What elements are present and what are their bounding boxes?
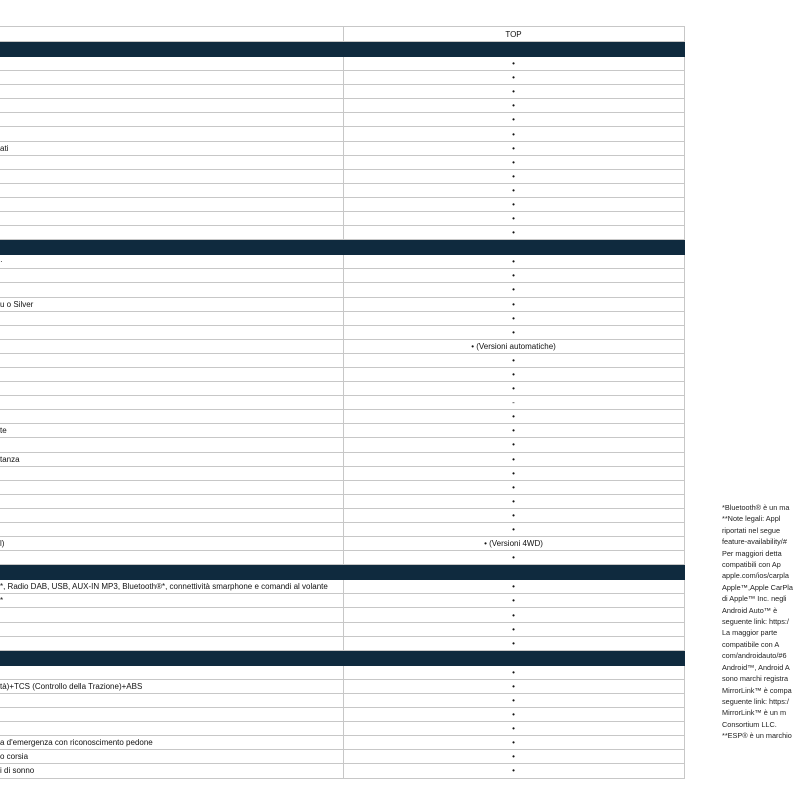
table-row	[0, 636, 684, 650]
section-header-cell	[343, 650, 684, 665]
table-row	[0, 113, 684, 127]
feature-cell	[0, 608, 343, 622]
table-row	[0, 750, 684, 764]
section-header-cell	[343, 565, 684, 580]
top-value-cell: •	[343, 382, 684, 396]
table-row	[0, 622, 684, 636]
top-value-cell: •	[343, 693, 684, 707]
table-row	[0, 197, 684, 211]
section-header-cell	[0, 240, 343, 255]
feature-cell: ·	[0, 255, 343, 269]
table-row	[0, 396, 684, 410]
top-value-cell: •	[343, 452, 684, 466]
note-line: Android™, Android A	[722, 662, 790, 672]
feature-cell	[0, 708, 343, 722]
feature-cell	[0, 57, 343, 71]
table-row	[0, 226, 684, 240]
feature-cell: tà)+TCS (Controllo della Trazione)+ABS	[0, 679, 343, 693]
table-row	[0, 141, 684, 155]
top-value-cell: •	[343, 424, 684, 438]
legal-notes	[722, 502, 800, 742]
section-header-cell	[0, 42, 343, 57]
table-row	[0, 183, 684, 197]
top-value-cell: •	[343, 311, 684, 325]
table-row	[0, 424, 684, 438]
table-row	[0, 269, 684, 283]
note-line: di Apple™ Inc. negli	[722, 594, 787, 604]
feature-cell	[0, 508, 343, 522]
feature-cell	[0, 636, 343, 650]
feature-cell	[0, 71, 343, 85]
top-value-cell: •	[343, 155, 684, 169]
note-line: *Bluetooth® è un ma	[722, 503, 790, 512]
feature-cell	[0, 99, 343, 113]
top-value-cell: •	[343, 608, 684, 622]
top-value-cell: •	[343, 85, 684, 99]
note-line: Apple™,Apple CarPla	[722, 582, 793, 592]
section-header-row	[0, 42, 684, 57]
section-header-cell	[0, 565, 343, 580]
top-value-cell: •	[343, 255, 684, 269]
top-value-cell: •	[343, 466, 684, 480]
table-row	[0, 85, 684, 99]
section-header-row	[0, 565, 684, 580]
table-row	[0, 608, 684, 622]
table-row	[0, 665, 684, 679]
feature-cell	[0, 367, 343, 381]
feature-cell	[0, 283, 343, 297]
top-value-cell: •	[343, 71, 684, 85]
note-line: La maggior parte	[722, 628, 778, 638]
note-line: compatibile con A	[722, 639, 780, 649]
table-row	[0, 537, 684, 551]
feature-cell: te	[0, 424, 343, 438]
table-row	[0, 57, 684, 71]
note-line: seguente link: https:/	[722, 696, 789, 706]
feature-cell	[0, 127, 343, 141]
top-value-cell: •	[343, 551, 684, 565]
table-row	[0, 283, 684, 297]
top-value-cell: •	[343, 226, 684, 240]
table-row	[0, 325, 684, 339]
table-row	[0, 508, 684, 522]
table-row	[0, 255, 684, 269]
feature-cell: o corsia	[0, 750, 343, 764]
top-value-cell: •	[343, 367, 684, 381]
header-feature-cell	[0, 27, 343, 42]
top-value-cell: •	[343, 141, 684, 155]
table-row	[0, 169, 684, 183]
note-line: sono marchi registra	[722, 674, 789, 684]
feature-cell	[0, 325, 343, 339]
feature-cell	[0, 523, 343, 537]
table-row	[0, 466, 684, 480]
section-header-cell	[0, 650, 343, 665]
note-line: riportati nel segue	[722, 525, 781, 535]
note-line: MirrorLink™ è compa	[722, 685, 792, 695]
table-row	[0, 382, 684, 396]
feature-cell	[0, 438, 343, 452]
section-header-row	[0, 650, 684, 665]
top-value-cell: •	[343, 480, 684, 494]
note-line: seguente link: https:/	[722, 617, 789, 627]
table-row	[0, 410, 684, 424]
feature-cell	[0, 183, 343, 197]
top-value-cell: •	[343, 622, 684, 636]
header-row	[0, 27, 684, 42]
top-value-cell: •	[343, 197, 684, 211]
section-header-row	[0, 240, 684, 255]
table-row	[0, 722, 684, 736]
table-row	[0, 99, 684, 113]
note-line: Consortium LLC.	[722, 719, 777, 729]
note-line: **Note legali: Appl	[722, 514, 781, 524]
feature-cell	[0, 494, 343, 508]
note-line: **ESP® è un marchio	[722, 731, 792, 741]
table-row	[0, 580, 684, 594]
feature-cell	[0, 693, 343, 707]
top-value-cell: •	[343, 508, 684, 522]
feature-cell	[0, 169, 343, 183]
table-row	[0, 339, 684, 353]
section-header-cell	[343, 42, 684, 57]
feature-cell	[0, 269, 343, 283]
feature-cell: *	[0, 594, 343, 608]
table-row	[0, 311, 684, 325]
note-line: Per maggiori detta	[722, 548, 782, 558]
feature-cell	[0, 353, 343, 367]
top-value-cell: •	[343, 708, 684, 722]
feature-cell	[0, 85, 343, 99]
table-row	[0, 297, 684, 311]
top-value-cell: •	[343, 580, 684, 594]
top-value-cell: •	[343, 523, 684, 537]
top-value-cell: •	[343, 183, 684, 197]
feature-cell	[0, 722, 343, 736]
feature-cell	[0, 212, 343, 226]
table-row	[0, 494, 684, 508]
spec-table	[0, 26, 685, 779]
table-row	[0, 71, 684, 85]
feature-cell	[0, 665, 343, 679]
feature-cell	[0, 466, 343, 480]
note-line: Android Auto™ è	[722, 605, 778, 615]
top-value-cell: •	[343, 679, 684, 693]
feature-cell	[0, 113, 343, 127]
top-value-cell: • (Versioni 4WD)	[343, 537, 684, 551]
feature-cell: a d'emergenza con riconoscimento pedone	[0, 736, 343, 750]
top-value-cell: •	[343, 353, 684, 367]
table-row	[0, 452, 684, 466]
table-row	[0, 679, 684, 693]
top-value-cell: •	[343, 750, 684, 764]
feature-cell	[0, 480, 343, 494]
top-value-cell: -	[343, 396, 684, 410]
top-value-cell: •	[343, 325, 684, 339]
section-header-cell	[343, 240, 684, 255]
table-row	[0, 764, 684, 778]
table-row	[0, 736, 684, 750]
feature-cell	[0, 551, 343, 565]
feature-cell	[0, 226, 343, 240]
table-row	[0, 693, 684, 707]
top-value-cell: •	[343, 636, 684, 650]
table-row	[0, 438, 684, 452]
table-row	[0, 551, 684, 565]
note-line: com/androidauto/#6	[722, 651, 787, 661]
top-value-cell: •	[343, 594, 684, 608]
top-value-cell: •	[343, 438, 684, 452]
feature-cell: tanza	[0, 452, 343, 466]
table-row	[0, 594, 684, 608]
note-line: compatibili con Ap	[722, 560, 781, 570]
table-row	[0, 367, 684, 381]
top-value-cell: •	[343, 665, 684, 679]
table-row	[0, 708, 684, 722]
feature-cell	[0, 410, 343, 424]
table-row	[0, 353, 684, 367]
top-value-cell: •	[343, 410, 684, 424]
feature-cell	[0, 197, 343, 211]
feature-cell: *, Radio DAB, USB, AUX-IN MP3, Bluetooth®*, connettività smarphone e comandi al volante	[0, 580, 343, 594]
top-value-cell: • (Versioni automatiche)	[343, 339, 684, 353]
feature-cell: ati	[0, 141, 343, 155]
feature-cell	[0, 622, 343, 636]
feature-cell: u o Silver	[0, 297, 343, 311]
table-row	[0, 523, 684, 537]
top-value-cell: •	[343, 736, 684, 750]
top-value-cell: •	[343, 212, 684, 226]
table-row	[0, 155, 684, 169]
top-value-cell: •	[343, 57, 684, 71]
feature-cell	[0, 382, 343, 396]
note-line: apple.com/ios/carpla	[722, 571, 789, 581]
top-value-cell: •	[343, 283, 684, 297]
table-row	[0, 480, 684, 494]
top-value-cell: •	[343, 169, 684, 183]
top-value-cell: •	[343, 269, 684, 283]
top-value-cell: •	[343, 113, 684, 127]
note-line: MirrorLink™ è un m	[722, 708, 787, 718]
feature-cell	[0, 339, 343, 353]
top-value-cell: •	[343, 297, 684, 311]
note-line: feature-availability/#	[722, 537, 787, 547]
table-row	[0, 212, 684, 226]
top-value-cell: •	[343, 722, 684, 736]
feature-cell	[0, 155, 343, 169]
top-value-cell: •	[343, 764, 684, 778]
top-value-cell: •	[343, 494, 684, 508]
top-value-cell: •	[343, 99, 684, 113]
feature-cell	[0, 396, 343, 410]
table-row	[0, 127, 684, 141]
header-top-cell: TOP	[343, 27, 684, 42]
feature-cell: i di sonno	[0, 764, 343, 778]
feature-cell: l)	[0, 537, 343, 551]
feature-cell	[0, 311, 343, 325]
top-value-cell: •	[343, 127, 684, 141]
